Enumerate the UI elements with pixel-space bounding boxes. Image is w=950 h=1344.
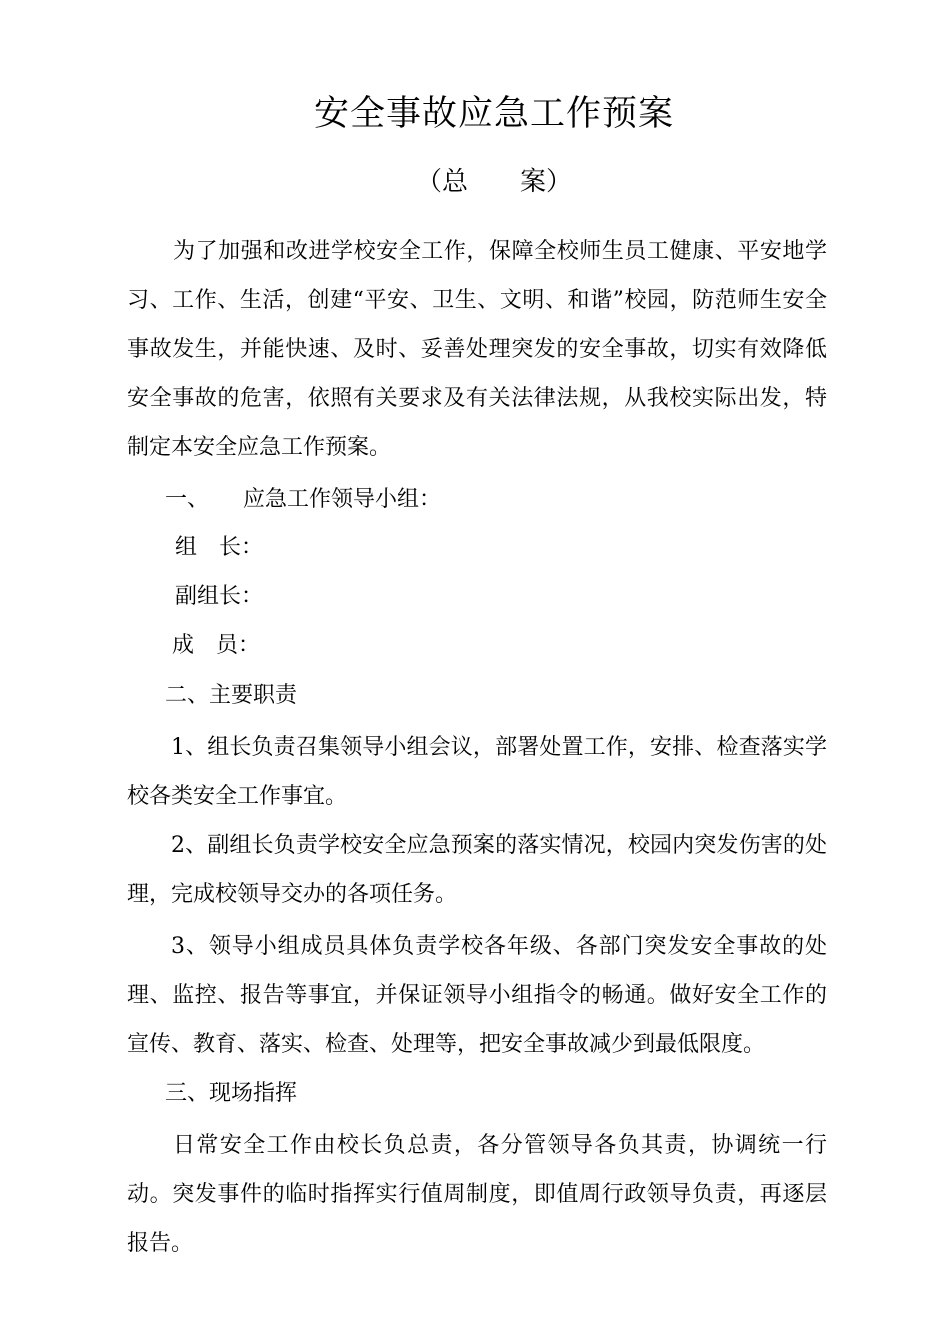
section-2-heading: 二、主要职责 — [165, 683, 298, 708]
deputy-leader-label: 副组长： — [175, 584, 264, 609]
section-1-number: 一、 — [165, 487, 210, 512]
document-title: 安全事故应急工作预案 — [313, 94, 674, 134]
intro-paragraph: 为了加强和改进学校安全工作，保障全校师生员工健康、平安地学习、工作、生活，创建“平安、卫生、文明、和谐”校园，防范师生安全事故发生，并能快速、及时、妥善处理突发的安全事故，切实有效降低安全事故的危害，依照有关要求及有关法律法规，从我校实际出发，特制定本安全应急工作预案。 — [127, 239, 827, 460]
duty-item-2: 2、副组长负责学校安全应急预案的落实情况，校园内突发伤害的处理，完成校领导交办的各项任务。 — [127, 833, 827, 907]
section-3-heading: 三、现场指挥 — [165, 1081, 298, 1106]
members-label: 成 员： — [172, 633, 261, 658]
section-3-body: 日常安全工作由校长负总责，各分管领导各负其责，协调统一行动。突发事件的临时指挥实行值周制度，即值周行政领导负责，再逐层报告。 — [127, 1133, 827, 1256]
section-1-heading: 应急工作领导小组： — [243, 487, 442, 512]
duty-item-1: 1、组长负责召集领导小组会议，部署处置工作，安排、检查落实学校各类安全工作事宜。 — [127, 735, 827, 809]
group-leader-label: 组 长： — [175, 535, 264, 560]
duty-item-3: 3、领导小组成员具体负责学校各年级、各部门突发安全事故的处理、监控、报告等事宜，并保证领导小组指令的畅通。做好安全工作的宣传、教育、落实、检查、处理等，把安全事故减少到最低限度。 — [127, 934, 827, 1057]
document-subtitle: （总 案） — [415, 167, 572, 197]
